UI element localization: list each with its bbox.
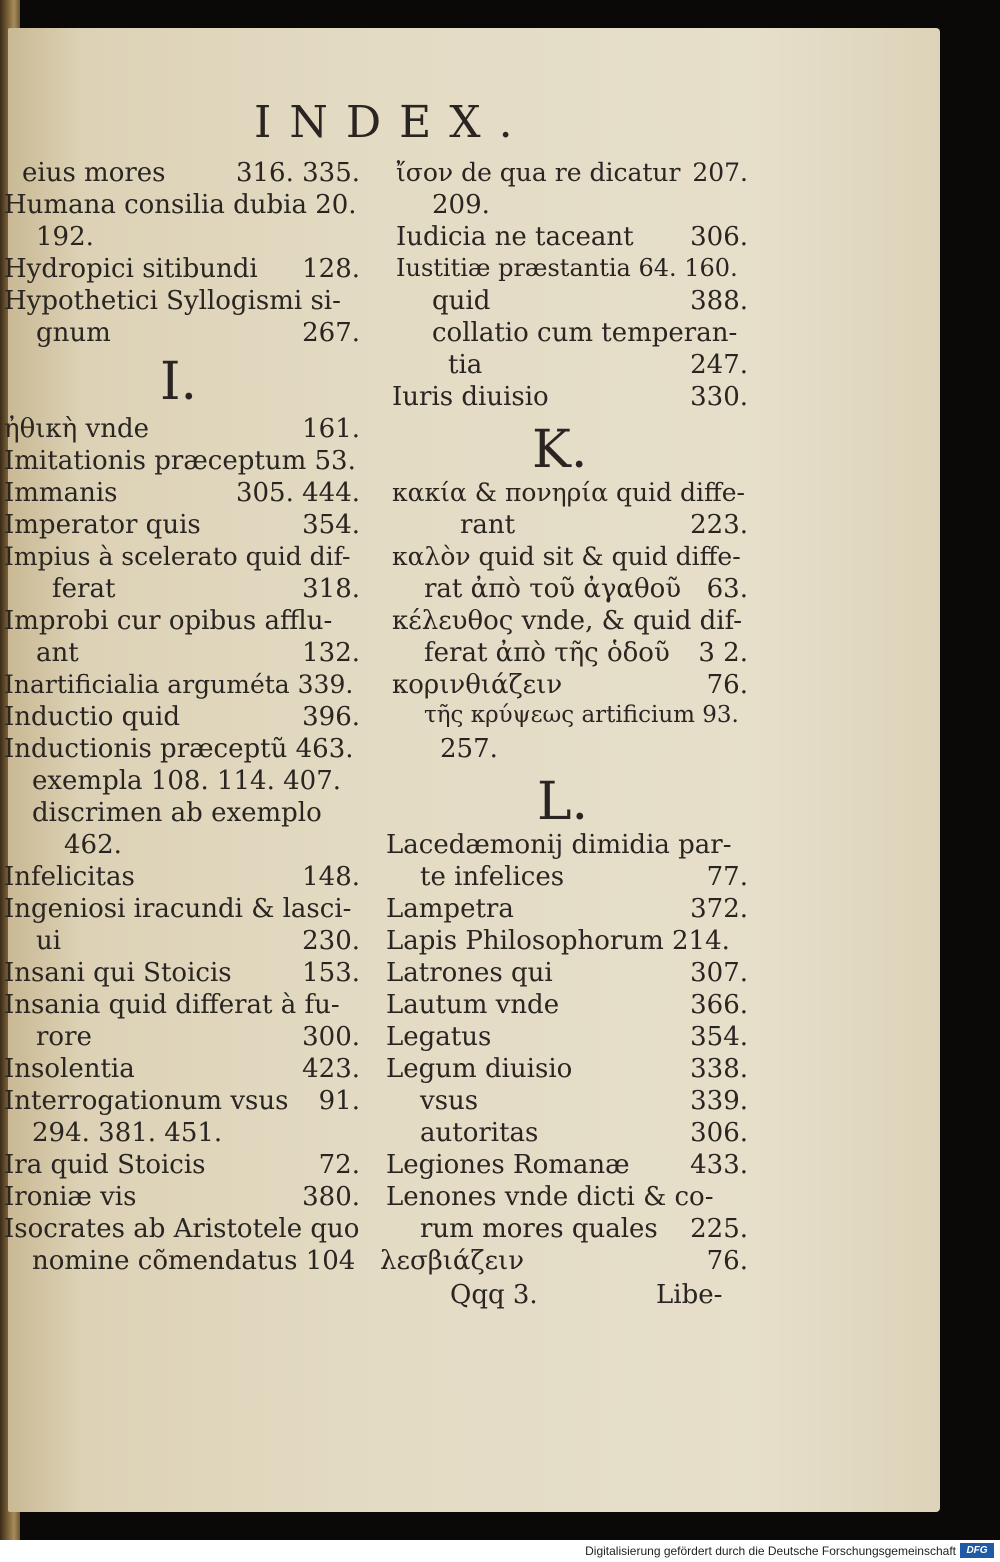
index-term: tia	[448, 350, 483, 380]
index-pages: 433.	[690, 1150, 748, 1180]
index-pages: 223.	[690, 510, 748, 540]
index-term: Lacedæmonij dimidia par-	[386, 830, 732, 860]
index-term: Insolentia	[4, 1054, 135, 1084]
index-term: Legum diuisio	[386, 1054, 573, 1084]
index-entry	[440, 736, 748, 768]
section-heading-l: L.	[537, 772, 589, 832]
index-term: Interrogationum vsus	[4, 1086, 289, 1116]
index-term: Iuris diuisio	[392, 382, 549, 412]
index-term: Ironiæ vis	[4, 1182, 137, 1212]
index-pages: 306.	[690, 1118, 748, 1148]
index-term: 192.	[36, 222, 94, 252]
index-entry	[36, 320, 360, 352]
index-entry	[448, 352, 748, 384]
index-term: Legiones Romanæ	[386, 1150, 630, 1180]
section-heading-k: K.	[532, 420, 588, 480]
index-term: Lapis Philosophorum 214.	[386, 926, 730, 956]
index-term: ant	[36, 638, 79, 668]
index-entry	[386, 1152, 748, 1184]
index-term: Humana consilia dubia 20.	[4, 190, 357, 220]
index-entry	[432, 320, 748, 352]
index-entry	[32, 800, 360, 832]
index-term: rat ἀπὸ τοῦ ἀγαθοῦ	[424, 574, 682, 604]
index-term: gnum	[36, 318, 111, 348]
index-term: ui	[36, 926, 62, 956]
index-term: discrimen ab exemplo	[32, 798, 322, 828]
index-term: Isocrates ab Aristotele quo	[4, 1214, 360, 1244]
index-term: te infelices	[420, 862, 565, 892]
index-term: vsus	[420, 1086, 479, 1116]
index-entry	[420, 1088, 748, 1120]
index-entry	[380, 1248, 748, 1280]
index-term: nomine cõmendatus 104	[32, 1246, 356, 1276]
index-term: ferat ἀπὸ τῆς ὁδοῦ	[424, 638, 670, 668]
index-term: Iudicia ne taceant	[396, 222, 634, 252]
index-pages: 354.	[690, 1022, 748, 1052]
index-entry	[386, 1024, 748, 1056]
index-entry	[4, 288, 360, 320]
index-entry	[4, 896, 360, 928]
index-term: τῆς κρύψεως artificium 93.	[424, 702, 739, 728]
index-pages: 207.	[692, 158, 748, 187]
index-entry	[4, 1152, 360, 1184]
index-entry	[392, 544, 748, 576]
index-term: κακία & πονηρία quid diffe-	[392, 478, 746, 507]
index-pages: 338.	[690, 1054, 748, 1084]
index-pages: 388.	[690, 286, 748, 316]
index-pages: 153.	[302, 958, 360, 988]
index-entry	[4, 992, 360, 1024]
index-pages: 307.	[690, 958, 748, 988]
index-entry	[52, 576, 360, 608]
index-pages: 300.	[302, 1022, 360, 1052]
index-term: eius mores	[22, 158, 166, 188]
index-pages: 77.	[706, 862, 748, 892]
index-term: 257.	[440, 734, 498, 764]
index-entry	[392, 480, 748, 512]
index-entry	[4, 448, 360, 480]
index-pages: 366.	[690, 990, 748, 1020]
index-term: Hydropici sitibundi	[4, 254, 258, 284]
index-entry	[424, 576, 748, 608]
index-term: κορινθιάζειν	[392, 670, 563, 700]
index-entry	[4, 864, 360, 896]
index-pages: 76.	[706, 1246, 748, 1276]
index-entry	[4, 192, 360, 224]
index-pages: 380.	[302, 1182, 360, 1212]
index-term: κέλευθος vnde, & quid dif-	[392, 606, 743, 636]
index-entry	[4, 1056, 360, 1088]
footer-bar	[0, 1540, 1000, 1562]
index-entry	[432, 192, 748, 224]
index-term: 209.	[432, 190, 490, 220]
index-entry	[386, 1056, 748, 1088]
index-term: Immanis	[4, 478, 118, 508]
index-entry	[4, 960, 360, 992]
index-term: ἠθικὴ vnde	[4, 414, 149, 444]
index-term: Lampetra	[386, 894, 514, 924]
index-entry	[396, 224, 748, 256]
index-pages: 396.	[302, 702, 360, 732]
index-pages: 305. 444.	[235, 478, 360, 508]
index-entry	[4, 1216, 360, 1248]
index-pages: 423.	[302, 1054, 360, 1084]
index-term: rore	[36, 1022, 92, 1052]
index-entry	[432, 288, 748, 320]
index-pages: 91.	[318, 1086, 360, 1116]
index-entry	[392, 608, 748, 640]
index-term: Lenones vnde dicti & co-	[386, 1182, 714, 1212]
index-entry	[36, 224, 360, 256]
index-term: Insani qui Stoicis	[4, 958, 232, 988]
index-entry	[4, 736, 360, 768]
index-pages: 339.	[690, 1086, 748, 1116]
index-pages: 161.	[302, 414, 360, 444]
index-entry	[386, 832, 748, 864]
index-term: collatio cum temperan-	[432, 318, 738, 348]
index-term: Imitationis præceptum 53.	[4, 446, 356, 476]
index-term: rum mores quales	[420, 1214, 658, 1244]
index-term: Legatus	[386, 1022, 492, 1052]
index-term: autoritas	[420, 1118, 539, 1148]
index-pages: 132.	[302, 638, 360, 668]
index-entry	[36, 640, 360, 672]
index-pages: 247.	[690, 350, 748, 380]
index-pages: 330.	[690, 382, 748, 412]
index-term: quid	[432, 286, 491, 316]
index-pages: 3 2.	[698, 638, 748, 668]
index-term: Insania quid differat à fu-	[4, 990, 340, 1020]
index-entry	[386, 896, 748, 928]
index-pages: 128.	[302, 254, 360, 284]
index-pages: 306.	[690, 222, 748, 252]
index-term: Hypothetici Syllogismi si-	[4, 286, 341, 316]
index-entry	[424, 704, 748, 736]
index-entry	[32, 768, 360, 800]
index-entry	[4, 704, 360, 736]
index-entry	[4, 512, 360, 544]
index-term: Imperator quis	[4, 510, 201, 540]
index-entry	[424, 640, 748, 672]
page-title: INDEX.	[254, 97, 531, 148]
index-entry	[4, 672, 360, 704]
dfg-logo: DFG	[960, 1543, 994, 1558]
index-term: ferat	[52, 574, 116, 604]
catchword: Libe-	[656, 1280, 723, 1310]
index-entry	[32, 1248, 360, 1280]
signature-mark: Qqq 3.	[450, 1280, 538, 1310]
index-entry	[4, 1184, 360, 1216]
index-term: Inartificialia arguméta 339.	[4, 670, 354, 699]
index-term: exempla 108. 114. 407.	[32, 766, 342, 796]
index-entry	[396, 256, 748, 288]
index-entry	[420, 1120, 748, 1152]
index-entry	[420, 864, 748, 896]
index-term: 294. 381. 451.	[32, 1118, 223, 1148]
index-entry	[386, 928, 748, 960]
index-term: Iustitiæ præstantia 64. 160.	[396, 254, 738, 282]
index-term: Inductionis præceptũ 463.	[4, 734, 354, 764]
index-term: 462.	[64, 830, 122, 860]
index-term: καλὸν quid sit & quid diffe-	[392, 542, 741, 571]
index-entry	[4, 480, 360, 512]
index-pages: 372.	[690, 894, 748, 924]
index-term: Lautum vnde	[386, 990, 560, 1020]
index-pages: 148.	[302, 862, 360, 892]
index-pages: 318.	[302, 574, 360, 604]
index-entry	[386, 1184, 748, 1216]
index-pages: 72.	[318, 1150, 360, 1180]
index-entry	[386, 960, 748, 992]
index-entry	[386, 992, 748, 1024]
index-term: Latrones qui	[386, 958, 553, 988]
index-term: Impius à scelerato quid dif-	[4, 542, 351, 571]
index-term: Improbi cur opibus afflu-	[4, 606, 333, 636]
index-pages: 267.	[302, 318, 360, 348]
index-term: Inductio quid	[4, 702, 180, 732]
index-entry	[396, 160, 748, 192]
index-entry	[4, 608, 360, 640]
index-entry	[392, 672, 748, 704]
index-entry	[4, 256, 360, 288]
index-term: λεσβιάζειν	[380, 1246, 525, 1276]
index-entry	[4, 1088, 360, 1120]
index-entry	[392, 384, 748, 416]
footer-credit: Digitalisierung gefördert durch die Deutsche Forschungsgemeinschaft	[585, 1544, 956, 1558]
index-entry	[32, 1120, 360, 1152]
index-pages: 230.	[302, 926, 360, 956]
index-entry	[64, 832, 360, 864]
index-term: ἴσον de qua re dicatur	[396, 158, 681, 187]
index-entry	[36, 1024, 360, 1056]
index-pages: 316. 335.	[235, 158, 360, 188]
index-term: Ira quid Stoicis	[4, 1150, 206, 1180]
index-pages: 63.	[706, 574, 748, 604]
index-entry	[4, 416, 360, 448]
index-entry	[36, 928, 360, 960]
index-term: Infelicitas	[4, 862, 135, 892]
index-entry	[420, 1216, 748, 1248]
section-heading-i: I.	[160, 352, 198, 412]
index-pages: 354.	[302, 510, 360, 540]
index-entry	[22, 160, 360, 192]
index-entry	[4, 544, 360, 576]
index-pages: 225.	[690, 1214, 748, 1244]
index-term: Ingeniosi iracundi & lasci-	[4, 894, 352, 924]
index-entry	[460, 512, 748, 544]
index-pages: 76.	[706, 670, 748, 700]
index-term: rant	[460, 510, 516, 540]
